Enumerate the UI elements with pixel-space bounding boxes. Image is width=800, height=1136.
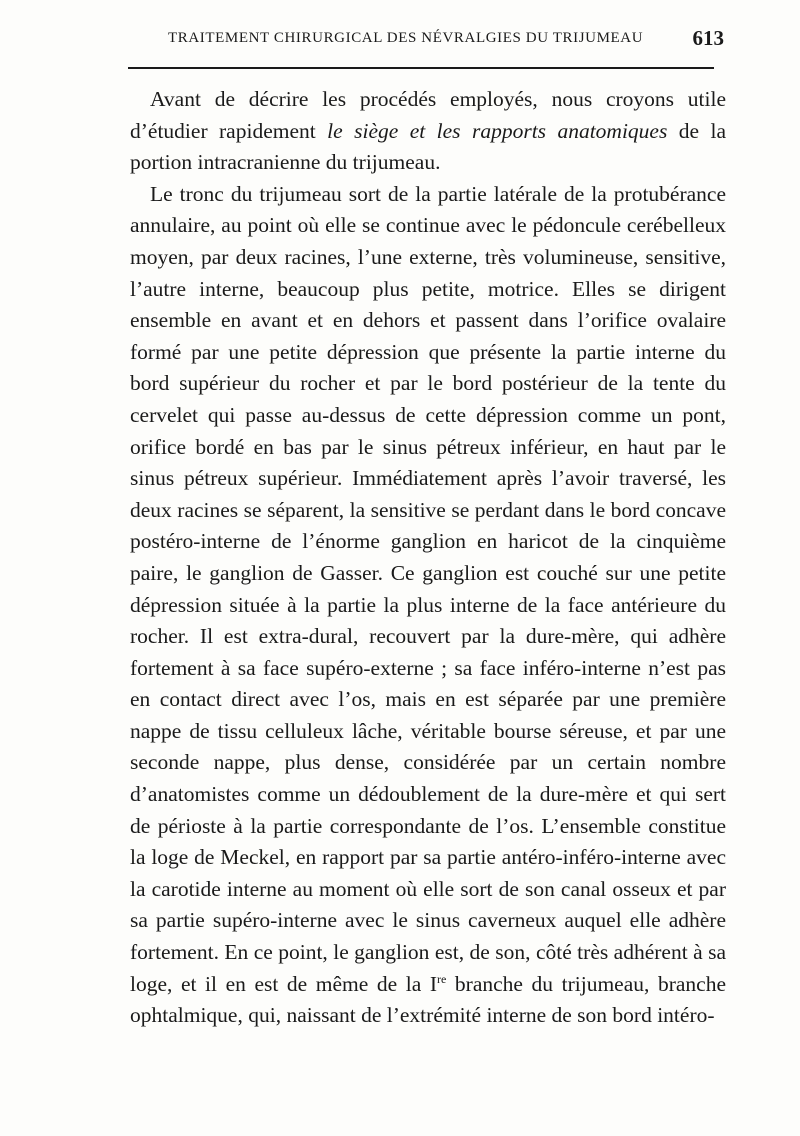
paragraph-intro-text: Avant de décrire les procédés employés, nous croyons utile d’étudier rapidement <box>130 87 726 143</box>
header-rule <box>128 67 714 69</box>
ordinal-superscript: re <box>437 971 447 986</box>
paragraph-anatomy <box>130 179 726 1032</box>
paragraph-anatomy-end: branche du trijumeau, branche ophtalmique, qui, naissant de l’extrémité interne de son bord intéro- <box>130 971 726 1028</box>
paragraph-intro <box>130 84 726 179</box>
body-text <box>130 84 726 1032</box>
page-number: 613 <box>692 26 724 50</box>
emphasis-text: le siège et les rapports anatomiques <box>327 118 668 143</box>
paragraph-intro-end: de la portion intracranienne du trijumeau. <box>130 118 726 175</box>
running-title: TRAITEMENT CHIRURGICAL DES NÉVRALGIES DU TRIJUMEAU <box>168 30 644 46</box>
paragraph-anatomy-text: Le tronc du trijumeau sort de la partie latérale de la protubérance annulaire, au point où elle se continue avec le pédoncule cerébelleux moyen, par deux racines, l’une externe, très volumineuse, sensitive, l’autre interne, beaucoup plus petite, motrice. Elles se dirigent ensemble en avant et en dehors et passent dans l’orifice ovalaire formé par une petite dépression que présente la partie interne du bord supérieur du rocher et par le bord postérieur de la tente du cervelet qui passe au-dessus de cette dépression comme un pont, orifice bordé en bas par le sinus pétreux inférieur, en haut par le sinus pétreux supérieur. Immédiatement après l’avoir traversé, les deux racines se séparent, la sensitive se perdant dans le bord concave postéro-interne de l’énorme ganglion en haricot de la cinquième paire, le ganglion de Gasser. Ce ganglion est couché sur une petite dépression située à la partie la plus interne de la face antérieure du rocher. Il est extra-dural, recouvert par la dure-mère, qui adhère fortement à sa face supéro-externe ; sa face inféro-interne n’est pas en contact direct avec l’os, mais en est séparée par une première nappe de tissu celluleux lâche, véritable bourse séreuse, et par une seconde nappe, plus dense, considérée par un certain nombre d’anatomistes comme un dédoublement de la dure-mère et qui sert de périoste à la partie correspondante de l’os. L’ensemble constitue la loge de Meckel, en rapport par sa partie antéro-inféro-interne avec la carotide interne au moment où elle sort de son canal osseux et par sa partie supéro-interne avec le sinus caverneux auquel elle adhère fortement. En ce point, le ganglion est, de son, côté très adhérent à sa loge, et il en est de même de la I <box>130 181 726 996</box>
running-head <box>168 26 728 52</box>
